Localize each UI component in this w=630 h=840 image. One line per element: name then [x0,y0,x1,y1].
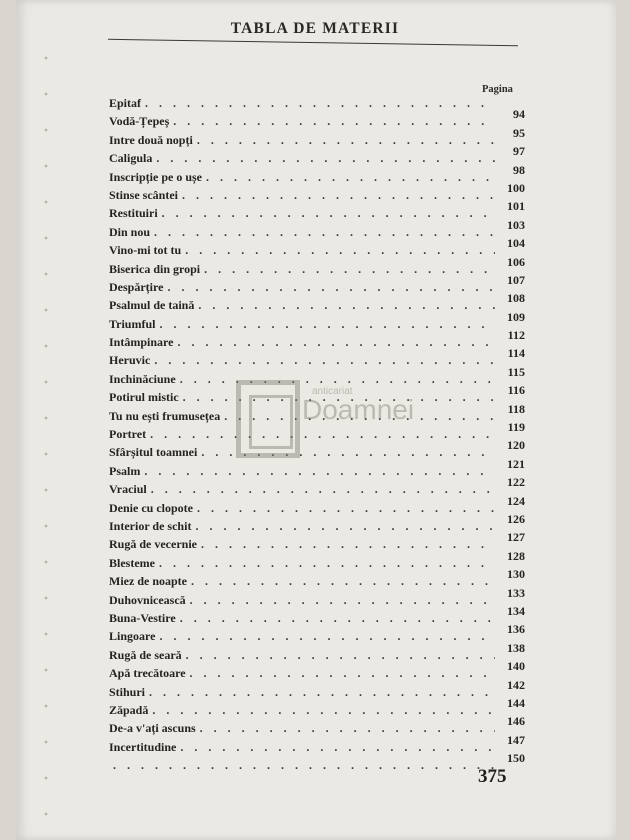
dot-leader [201,535,495,553]
dot-leader [185,241,495,259]
toc-entry [109,309,525,333]
toc-entry-page: 136 [507,622,525,637]
toc-entry [109,328,525,351]
toc-entry-page: 150 [507,751,525,766]
toc-entry-title: Zăpadă [109,702,149,717]
toc-entry-title: Triumful [109,316,156,331]
dot-leader [190,664,495,682]
toc-entry [109,291,525,314]
dot-leader [197,131,495,149]
toc-entry-page: 101 [507,199,525,214]
dot-leader [195,517,495,535]
toc-entry [109,180,525,204]
dot-leader [162,204,495,222]
dot-leader [197,499,495,517]
toc-entry-title: Incertitudine [109,739,177,754]
toc-entry [109,603,525,627]
toc-entry-title: Interior de schit [109,518,192,533]
watermark-logo [236,380,415,460]
toc-entry-page: 127 [507,530,525,545]
dot-leader [159,554,495,572]
toc-entry [109,346,525,369]
dot-leader [180,609,495,627]
toc-entry-page: 121 [507,456,525,471]
toc-entry-page: 119 [507,420,525,435]
toc-entry-title: Din nou [109,224,151,239]
dot-leader [204,260,495,278]
toc-entry [109,162,525,186]
toc-entry [109,511,525,535]
toc-entry [109,677,525,701]
toc-entry [109,217,525,241]
toc-entry-page: 98 [513,162,525,177]
toc-entry-title: Vino-mi tot tu [109,243,182,258]
toc-entry [109,94,525,112]
toc-entry-title: Potirul mistic [109,390,179,405]
toc-entry [109,640,525,664]
toc-entry-title: Blesteme [109,555,155,570]
toc-entry-page: 100 [507,180,525,195]
toc-entry-page: 108 [507,291,525,306]
toc-entry [109,456,525,480]
toc-entry-title: Caligula [109,151,153,166]
dot-leader [206,168,495,186]
dot-leader [167,278,495,296]
toc-entry [109,107,525,130]
toc-entry-title: Restituiri [109,206,158,221]
toc-entry-title: Portret [109,427,147,442]
toc-entry-page: 142 [507,677,525,692]
dot-leader [159,315,495,333]
toc-entry-page: 95 [513,125,525,140]
toc-entry [109,714,525,737]
dot-leader [200,719,495,737]
toc-entry-title: Intâmpinare [109,335,174,350]
toc-entry-title: Inchinăciune [109,371,176,386]
toc-entry-page: 140 [507,659,525,674]
toc-entry [109,125,525,149]
book-icon [236,380,300,458]
toc-entry-title: Inscripție pe o ușe [109,169,202,184]
toc-entry [109,548,525,572]
toc-entry-title: Apă trecătoare [109,666,186,681]
toc-entry [109,585,525,609]
toc-entry-title: Stihuri [109,684,146,699]
toc-entry-page: 115 [507,364,525,379]
toc-entry [109,254,525,278]
toc-entry-page: 128 [507,548,525,563]
toc-entry-title: Tu nu ești frumusețea [109,408,221,423]
toc-entry-page: 112 [507,328,525,343]
toc-entry-page: 134 [507,603,525,618]
page-column-header: Pagina [482,84,513,95]
toc-entry-page: 124 [507,493,525,508]
toc-entry [109,199,525,222]
dot-leader [186,646,495,664]
toc-entry [109,144,525,167]
dot-leader [182,186,495,204]
toc-entry-page: 144 [507,695,525,710]
toc-entry-title: Buna-Vestire [109,610,176,625]
toc-entry-title: Epitaf [109,96,142,110]
toc-entry-page: 104 [507,236,525,251]
watermark-big-text: Doamnei [302,394,415,425]
toc-entry-title: Despărțire [109,279,164,294]
toc-entry-page: 103 [507,217,525,232]
dot-leader [154,223,495,241]
dot-leader [144,462,495,480]
binding-stitch-holes [44,40,48,820]
toc-entry-page: 133 [507,585,525,600]
toc-entry [109,732,525,756]
toc-entry-title: Rugă de vecernie [109,537,197,552]
toc-entry-page: 120 [507,438,525,453]
toc-entry-title: Vraciul [109,482,147,497]
toc-entry-page: 94 [513,107,525,122]
toc-entry-page: 97 [513,144,525,159]
toc-entry-title: Rugă de seară [109,647,182,662]
dot-leader [154,351,495,369]
dot-leader [151,480,495,498]
toc-entry-page: 114 [507,346,525,361]
toc-entry [109,622,525,645]
toc-entry-page: 126 [507,511,525,526]
watermark-small-text: anticariat [312,386,353,397]
toc-entry-title: Biserica din gropi [109,261,201,276]
toc-entry-page: 106 [507,254,525,269]
toc-entry-title: Heruvic [109,353,151,368]
dot-leader [159,627,495,645]
toc-entry-page: 122 [507,475,525,490]
toc-entry [109,236,525,259]
page-number: 375 [478,766,507,787]
toc-entry [109,493,525,517]
toc-entry [109,695,525,719]
toc-entry-page: 109 [507,309,525,324]
toc-entry [109,659,525,682]
toc-entry-title: Vodă-Țepeș [109,114,170,129]
toc-entry-page: 118 [507,401,525,416]
toc-entry-page: 130 [507,567,525,582]
dot-leader [113,756,495,774]
dot-leader [177,333,495,351]
dot-leader [191,572,495,590]
toc-entry [109,751,525,774]
toc-entry-title: Lingoare [109,629,156,644]
dot-leader [173,112,495,130]
toc-entry-page: 147 [507,732,525,747]
dot-leader [198,296,495,314]
page-title: TABLA DE MATERII [230,20,400,37]
dot-leader [156,149,495,167]
toc-entry-title: Psalmul de taină [109,298,195,313]
toc-entry [109,272,525,296]
dot-leader [180,738,495,756]
toc-entry-title: Psalm [109,463,141,478]
toc-entry-title: Miez de noapte [109,574,187,589]
toc-entry-title: Intre două nopți [109,132,193,147]
toc-entry-title: De-a v'ați ascuns [109,721,196,736]
dot-leader [152,701,495,719]
toc-entry-page: 138 [507,640,525,655]
toc-entry-title: Sfârșitul toamnei [109,445,198,460]
toc-entry [109,530,525,553]
dot-leader [190,591,495,609]
dot-leader [145,94,495,112]
toc-entry-title: Denie cu clopote [109,500,193,515]
toc-entry [109,567,525,590]
toc-entry-page: 116 [507,383,525,398]
toc-entry-page: 146 [507,714,525,729]
toc-entry-title: Duhovnicească [109,592,186,607]
toc-entry-title: Stinse scântei [109,187,178,202]
dot-leader [149,683,495,701]
toc-entry [109,475,525,498]
toc-entry-page: 107 [507,272,525,287]
